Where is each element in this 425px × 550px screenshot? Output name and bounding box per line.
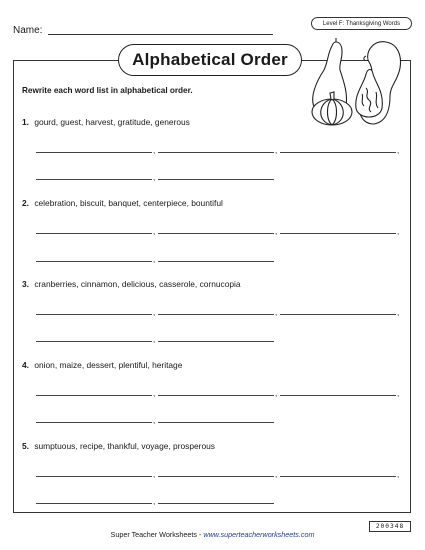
answer-line[interactable] — [158, 179, 274, 180]
answer-comma: , — [153, 389, 156, 398]
question-number: 3. — [22, 279, 29, 289]
level-badge: Level F: Thanksgiving Words — [311, 17, 412, 30]
answer-comma: , — [153, 146, 156, 155]
answer-comma: , — [275, 470, 278, 479]
question-words: gourd, guest, harvest, gratitude, generous — [34, 117, 190, 127]
answer-comma: , — [397, 308, 400, 317]
question-1 — [22, 117, 190, 127]
answer-line[interactable] — [158, 314, 274, 315]
answer-line[interactable] — [36, 314, 152, 315]
answer-line[interactable] — [36, 179, 152, 180]
answer-line[interactable] — [158, 233, 274, 234]
answer-comma: , — [397, 389, 400, 398]
answer-line[interactable] — [36, 503, 152, 504]
answer-line[interactable] — [280, 152, 396, 153]
answer-line[interactable] — [280, 395, 396, 396]
answer-comma: , — [153, 470, 156, 479]
answer-line[interactable] — [158, 476, 274, 477]
answer-comma: , — [275, 389, 278, 398]
worksheet-code: 200348 — [369, 521, 411, 532]
answer-comma: , — [275, 227, 278, 236]
answer-comma: , — [275, 146, 278, 155]
answer-comma: , — [275, 308, 278, 317]
answer-line[interactable] — [158, 152, 274, 153]
answer-comma: , — [153, 227, 156, 236]
question-3 — [22, 279, 241, 289]
answer-line[interactable] — [36, 233, 152, 234]
name-label: Name: — [13, 25, 43, 36]
question-words: sumptuous, recipe, thankful, voyage, prosperous — [34, 441, 215, 451]
answer-comma: , — [397, 470, 400, 479]
answer-line[interactable] — [158, 503, 274, 504]
answer-comma: , — [153, 497, 156, 506]
answer-comma: , — [153, 416, 156, 425]
answer-line[interactable] — [280, 314, 396, 315]
question-number: 5. — [22, 441, 29, 451]
answer-line[interactable] — [36, 476, 152, 477]
answer-line[interactable] — [36, 261, 152, 262]
answer-comma: , — [153, 308, 156, 317]
answer-line[interactable] — [158, 261, 274, 262]
answer-line[interactable] — [158, 422, 274, 423]
question-5 — [22, 441, 215, 451]
question-number: 4. — [22, 360, 29, 370]
answer-line[interactable] — [36, 152, 152, 153]
question-words: cranberries, cinnamon, delicious, casserole, cornucopia — [34, 279, 241, 289]
question-4 — [22, 360, 182, 370]
answer-line[interactable] — [158, 341, 274, 342]
answer-comma: , — [153, 335, 156, 344]
footer-link[interactable]: www.superteacherworksheets.com — [203, 530, 315, 539]
answer-comma: , — [153, 255, 156, 264]
answer-line[interactable] — [280, 476, 396, 477]
instructions: Rewrite each word list in alphabetical order. — [22, 86, 193, 95]
name-line[interactable] — [48, 34, 273, 35]
question-number: 2. — [22, 198, 29, 208]
answer-comma: , — [397, 146, 400, 155]
answer-line[interactable] — [280, 233, 396, 234]
question-2 — [22, 198, 223, 208]
page-title: Alphabetical Order — [118, 44, 302, 76]
question-words: onion, maize, dessert, plentiful, heritage — [34, 360, 183, 370]
answer-line[interactable] — [36, 341, 152, 342]
answer-line[interactable] — [36, 422, 152, 423]
footer — [0, 530, 425, 539]
question-number: 1. — [22, 117, 29, 127]
gourds-illustration — [306, 38, 411, 128]
answer-comma: , — [397, 227, 400, 236]
footer-site-name: Super Teacher Worksheets - — [110, 530, 204, 539]
answer-line[interactable] — [36, 395, 152, 396]
answer-comma: , — [153, 173, 156, 182]
question-words: celebration, biscuit, banquet, centerpiece, bountiful — [34, 198, 223, 208]
answer-line[interactable] — [158, 395, 274, 396]
